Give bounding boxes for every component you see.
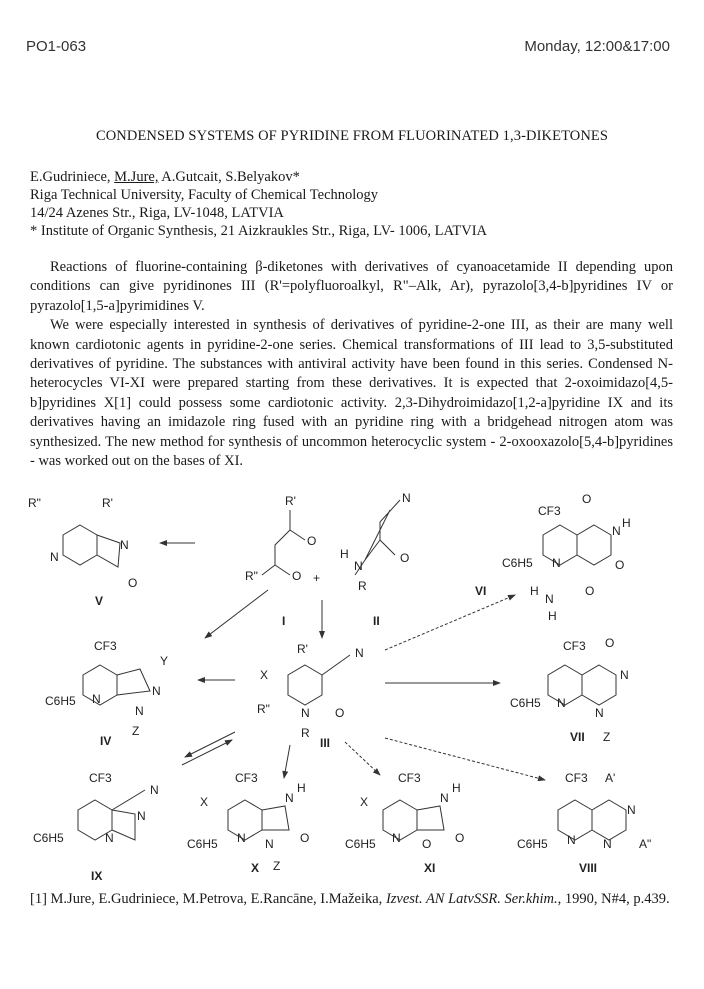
svg-text:CF3: CF3 <box>563 639 586 653</box>
reaction-scheme <box>0 480 704 880</box>
structure-VI <box>475 492 631 623</box>
svg-text:O: O <box>307 534 317 548</box>
label-VI: VI <box>475 584 487 598</box>
session-time: Monday, 12:00&17:00 <box>524 38 670 55</box>
structure-X <box>187 771 309 875</box>
svg-text:N: N <box>50 550 59 564</box>
svg-text:O: O <box>128 576 138 590</box>
label-I: I <box>282 614 286 628</box>
structure-IX <box>33 771 159 880</box>
affiliation-1: Riga Technical University, Faculty of Chemical Technology <box>30 187 379 203</box>
svg-text:N: N <box>557 696 566 710</box>
address-1: 14/24 Azenes Str., Riga, LV-1048, LATVIA <box>30 205 284 221</box>
structure-I <box>245 494 316 628</box>
svg-text:R: R <box>301 726 310 740</box>
svg-text:O: O <box>300 831 310 845</box>
svg-text:R": R" <box>28 496 41 510</box>
label-V: V <box>95 594 104 608</box>
svg-text:N: N <box>402 491 411 505</box>
poster-code: PO1-063 <box>26 38 87 55</box>
svg-text:CF3: CF3 <box>94 639 117 653</box>
svg-text:N: N <box>595 706 604 720</box>
svg-text:N: N <box>301 706 310 720</box>
structure-IV <box>45 639 168 748</box>
structure-VIII <box>517 771 651 875</box>
svg-text:C6H5: C6H5 <box>502 556 533 570</box>
svg-text:O: O <box>335 706 345 720</box>
svg-text:CF3: CF3 <box>398 771 421 785</box>
svg-text:C6H5: C6H5 <box>510 696 541 710</box>
svg-text:R': R' <box>102 496 113 510</box>
svg-text:N: N <box>627 803 636 817</box>
svg-text:O: O <box>585 584 595 598</box>
svg-text:Y: Y <box>160 654 169 668</box>
author-names-rest: A.Gutcait, S.Belyakov* <box>158 169 300 185</box>
svg-text:CF3: CF3 <box>538 504 561 518</box>
paper-title: CONDENSED SYSTEMS OF PYRIDINE FROM FLUORINATED 1,3-DIKETONES <box>95 128 609 144</box>
svg-text:C6H5: C6H5 <box>345 837 376 851</box>
svg-text:O: O <box>422 837 432 851</box>
svg-text:H: H <box>297 781 306 795</box>
svg-text:N: N <box>237 831 246 845</box>
svg-text:N: N <box>150 783 159 797</box>
svg-text:A': A' <box>605 771 616 785</box>
svg-text:R": R" <box>245 569 258 583</box>
label-XI: XI <box>424 861 436 875</box>
svg-text:C6H5: C6H5 <box>187 837 218 851</box>
authors <box>30 168 300 186</box>
svg-text:CF3: CF3 <box>235 771 258 785</box>
svg-text:H: H <box>340 547 349 561</box>
svg-text:H: H <box>622 516 631 530</box>
svg-text:O: O <box>292 569 302 583</box>
svg-text:N: N <box>603 837 612 851</box>
svg-text:N: N <box>355 646 364 660</box>
svg-text:N: N <box>612 524 621 538</box>
svg-text:N: N <box>552 556 561 570</box>
svg-text:N: N <box>354 559 363 573</box>
svg-text:R': R' <box>285 494 296 508</box>
structure-VII <box>510 636 629 744</box>
svg-text:N: N <box>137 809 146 823</box>
svg-text:N: N <box>105 831 114 845</box>
svg-text:O: O <box>455 831 465 845</box>
label-X: X <box>251 861 260 875</box>
svg-text:N: N <box>135 704 144 718</box>
label-VIII: VIII <box>579 861 598 875</box>
svg-text:N: N <box>620 668 629 682</box>
svg-text:N: N <box>285 791 294 805</box>
svg-text:N: N <box>392 831 401 845</box>
svg-text:N: N <box>152 684 161 698</box>
svg-text:H: H <box>452 781 461 795</box>
svg-text:X: X <box>200 795 209 809</box>
abstract-body <box>30 258 673 471</box>
svg-text:O: O <box>605 636 615 650</box>
svg-text:Z: Z <box>603 730 611 744</box>
svg-text:N: N <box>545 592 554 606</box>
label-III: III <box>320 736 331 750</box>
structure-III <box>257 642 364 750</box>
presenting-author: M.Jure, <box>114 169 159 185</box>
label-VII: VII <box>570 730 585 744</box>
paragraph-1: Reactions of fluorine-containing β-diketones with derivatives of cyanoacetamide II depending upon conditions can give pyridinones III (R'=polyfluoroalkyl, R"–Alk, Ar), pyrazolo[3,4-b]pyridines IV or pyrazolo[1,5-a]pyrimidines V. <box>30 259 673 314</box>
svg-text:CF3: CF3 <box>565 771 588 785</box>
label-IX: IX <box>91 869 103 880</box>
svg-text:N: N <box>440 791 449 805</box>
svg-text:R": R" <box>257 702 270 716</box>
svg-text:N: N <box>92 692 101 706</box>
svg-text:O: O <box>615 558 625 572</box>
svg-text:Z: Z <box>132 724 140 738</box>
svg-text:R': R' <box>297 642 308 656</box>
reference-1 <box>30 890 680 909</box>
svg-text:CF3: CF3 <box>89 771 112 785</box>
label-II: II <box>373 614 380 628</box>
structure-XI <box>345 771 464 875</box>
reference-authors: [1] M.Jure, E.Gudriniece, M.Petrova, E.Rancāne, I.Mažeika, <box>30 891 386 907</box>
plus-sign: + <box>313 571 321 585</box>
label-IV: IV <box>100 734 112 748</box>
svg-text:O: O <box>400 551 410 565</box>
svg-text:N: N <box>567 833 576 847</box>
reference-details: , 1990, N#4, p.439. <box>557 891 670 907</box>
svg-text:O: O <box>582 492 592 506</box>
structure-V <box>28 496 137 608</box>
svg-text:H: H <box>530 584 539 598</box>
svg-text:H: H <box>548 609 557 623</box>
svg-text:N: N <box>120 538 129 552</box>
svg-text:C6H5: C6H5 <box>33 831 64 845</box>
author-names: E.Gudriniece, <box>30 169 115 185</box>
svg-text:A": A" <box>639 837 652 851</box>
svg-text:X: X <box>360 795 369 809</box>
svg-text:N: N <box>265 837 274 851</box>
svg-text:C6H5: C6H5 <box>45 694 76 708</box>
affiliation-2: * Institute of Organic Synthesis, 21 Aizkraukles Str., Riga, LV- 1006, LATVIA <box>30 223 487 239</box>
paragraph-2: We were especially interested in synthesis of derivatives of pyridine-2-one III, as their are many well known cardiotonic agents in pyridine-2-one series. Chemical transformations of III lead to 3,5-substituted derivatives of pyridine. The substances with antiviral activity have been found in this series. Condensed N-heterocycles VI-XI were prepared starting from these derivatives. It is expected that 2-oxoimidazo[4,5-b]pyridines X[1] could possess some cardiotonic activity. 2,3-Dihydroimidazo[1,2-a]pyridine IX and its derivatives having an imidazole ring fused with an pyridine ring with a bridgehead nitrogen atom was synthesized. The new method for synthesis of uncommon heterocyclic system - 2-oxooxazolo[5,4-b]pyridines - was worked out on the bases of XI. <box>30 317 673 470</box>
svg-text:Z: Z <box>273 859 281 873</box>
reference-journal: Izvest. AN LatvSSR. Ser.khim. <box>385 891 558 907</box>
svg-text:X: X <box>260 668 269 682</box>
structure-II <box>340 491 411 628</box>
svg-text:R: R <box>358 579 367 593</box>
svg-text:C6H5: C6H5 <box>517 837 548 851</box>
